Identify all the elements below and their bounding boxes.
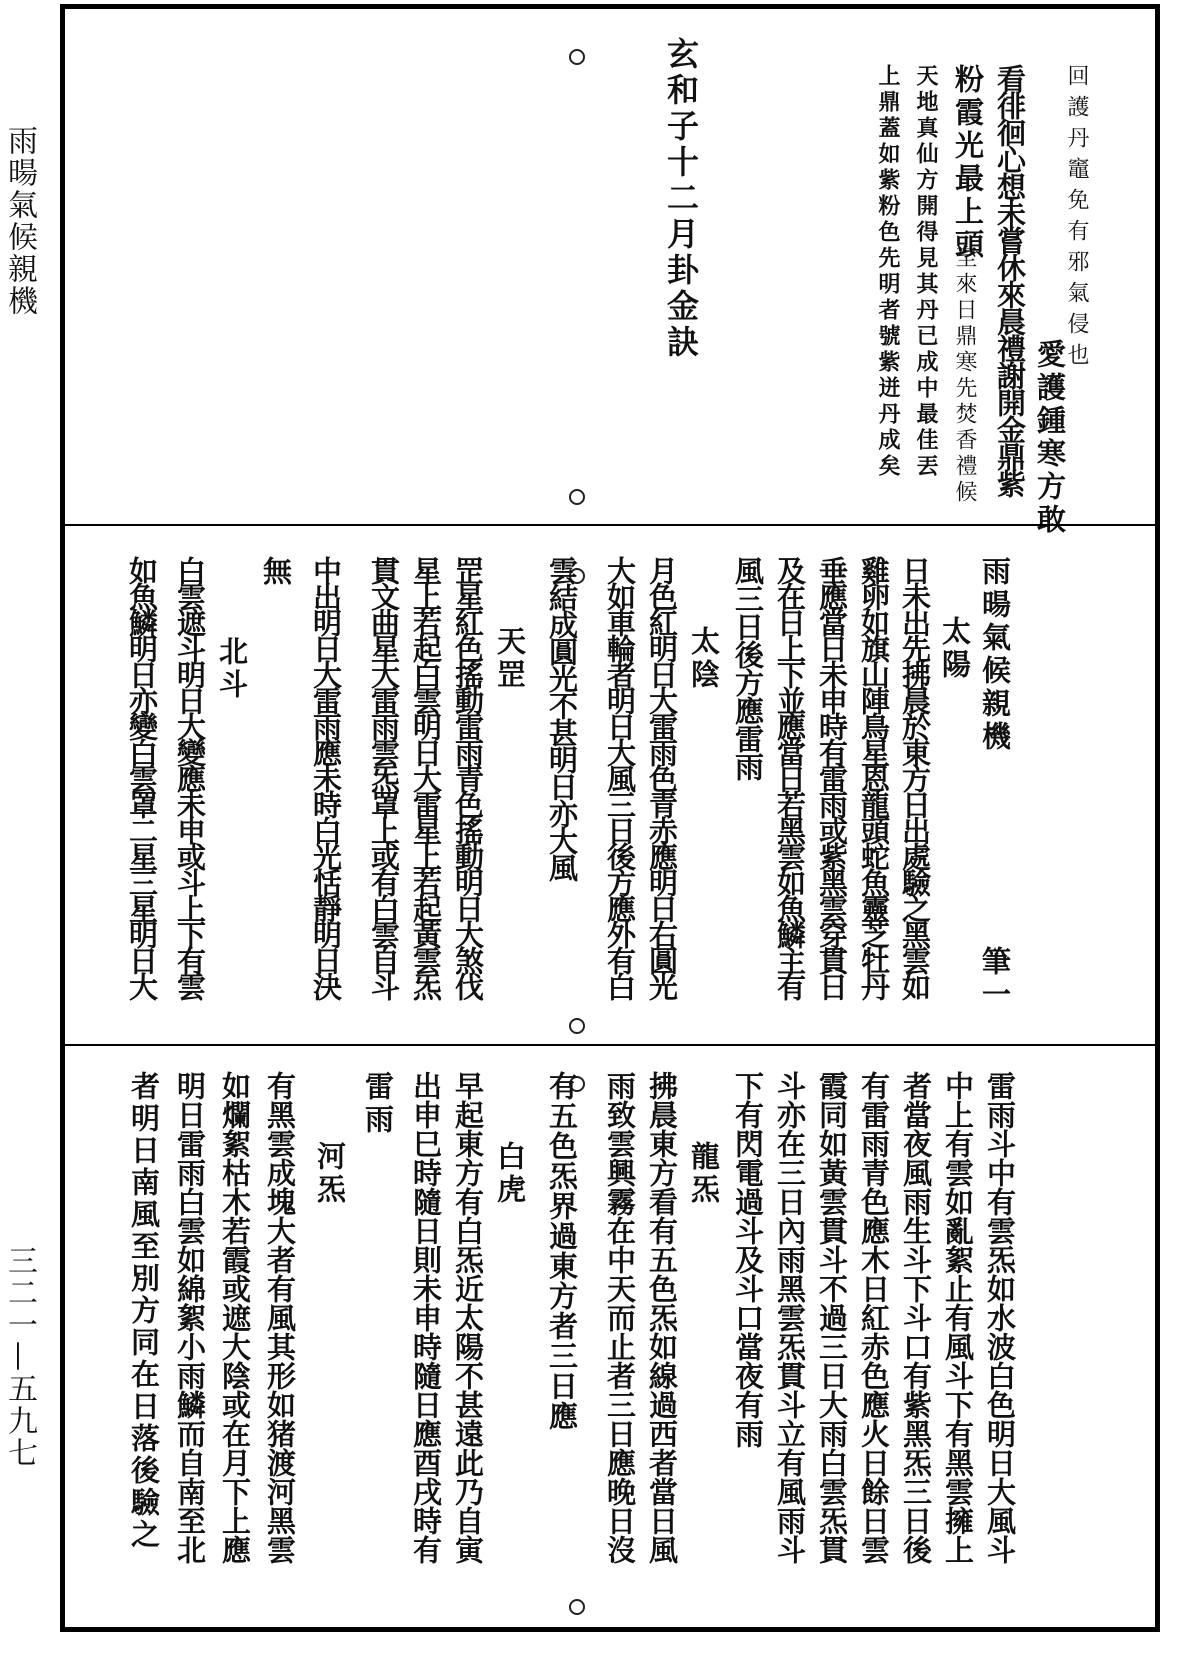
- text-column: 粉霞光最上頭: [951, 64, 985, 262]
- text-column: 者明日南風至別方同在日落後驗之: [127, 1071, 161, 1551]
- top-panel: [65, 9, 1155, 537]
- text-column: 有五色炁界過東方者三日應: [545, 1071, 579, 1431]
- section-title: 玄和子十二月卦金訣: [662, 37, 700, 361]
- text-column: 天地真仙方開得見其丹已成中最佳丟: [913, 64, 939, 480]
- text-column: 大如車輪者明日大風三日後方應外有白: [603, 556, 637, 998]
- side-page-number: 三二一—五九七: [2, 1245, 37, 1469]
- text-column: 星上若起白雲明日大雷星上若起黃雲炁: [409, 556, 443, 998]
- subheading: 太陰: [687, 626, 721, 692]
- text-column: 日未出先拂晨於東方日出處驗之黑雲如: [898, 556, 932, 998]
- text-column: 貫文曲星大雷雨雲炁罩上或有白雲自斗: [367, 556, 401, 998]
- text-column: 至來日鼎寒先焚香禮候: [952, 246, 977, 506]
- text-column: 看徘徊心想未嘗休來晨禮謝開金鼎紫: [993, 64, 1027, 496]
- text-column: 雷雨: [361, 1071, 395, 1137]
- text-column: 垂應當日未申時有雷雨或紫黑雲穿貫日: [815, 556, 849, 998]
- text-column: 回護丹竈免有邪氣侵也: [1064, 64, 1089, 374]
- text-column: 斗亦在三日內雨黑雲炁貫斗立有風雨斗: [773, 1071, 807, 1564]
- text-column: 霞同如黃雲貫斗不過三日大雨白雲炁貫: [815, 1071, 849, 1564]
- middle-panel: [65, 526, 1155, 1044]
- circle-mark: [569, 1018, 585, 1034]
- text-column: 雷雨斗中有雲炁如水波白色明日大風斗: [983, 1071, 1017, 1564]
- subheading: 龍炁: [687, 1141, 721, 1207]
- page-frame: [60, 4, 1160, 1632]
- chapter-marker: 筆一: [978, 946, 1012, 1012]
- text-column: 拂晨東方看有五色炁如線過西者當日風: [645, 1071, 679, 1564]
- text-column: 雲結成圓光不甚明日亦大風: [545, 556, 579, 880]
- subheading: 太陽: [938, 616, 972, 682]
- text-column: 有黑雲成塊大者有風其形如猪渡河黑雲: [263, 1071, 297, 1564]
- text-column: 出申巳時隨日則未申時隨日應酉戌時有: [409, 1071, 443, 1564]
- text-column: 月色紅明日大雷雨色青赤應明日右圓光: [645, 556, 679, 998]
- circle-mark: [569, 1599, 585, 1615]
- text-column: 中出明日大雷雨應未時白光恬靜明日決: [309, 556, 343, 998]
- text-column: 者當夜風雨生斗下斗口有紫黑炁三日後: [899, 1071, 933, 1564]
- text-column: 無: [259, 556, 293, 589]
- text-column: 罡星紅色搖動雷雨青色搖動明日大煞伐: [451, 556, 485, 998]
- text-column: 明日雷雨白雲如綿絮小雨鱗而自南至北: [173, 1071, 207, 1564]
- side-book-title: 雨暘氣候親機: [2, 125, 37, 317]
- circle-mark: [569, 49, 585, 65]
- text-column: 雞卵如旗山陣鳥星恩龍頭蛇魚靈芝牡丹: [857, 556, 891, 998]
- text-column: 風三日後方應雷雨: [731, 556, 765, 780]
- text-column: 如魚鱗明日亦變白雲罩二星三星明日大: [125, 556, 159, 998]
- circle-mark: [569, 489, 585, 505]
- text-column: 如爛絮枯木若霞或遮大陰或在月下上應: [218, 1071, 252, 1564]
- text-column: 白雲遮斗明日大變應未申或斗上下有雲: [173, 556, 207, 998]
- subheading: 天罡: [493, 626, 527, 692]
- chapter-title: 雨暘氣候親機: [978, 556, 1012, 754]
- text-column: 有雷雨青色應木日紅赤色應火日餘日雲: [857, 1071, 891, 1564]
- subheading: 河炁: [313, 1141, 347, 1207]
- bottom-panel: [65, 1046, 1155, 1626]
- subheading: 北斗: [215, 636, 249, 702]
- text-column: 雨致雲興霧在中天而止者三日應晚日沒: [603, 1071, 637, 1564]
- text-column: 愛護鍾寒方敢: [1033, 339, 1067, 537]
- text-column: 上鼎蓋如紫粉色先明者號紫迸丹成矣: [875, 64, 901, 480]
- text-column: 下有閃電過斗及斗口當夜有雨: [731, 1071, 765, 1448]
- text-column: 中上有雲如亂絮止有風斗下有黑雲擁上: [941, 1071, 975, 1564]
- subheading: 白虎: [493, 1141, 527, 1207]
- text-column: 早起東方有白炁近太陽不甚遠此乃自寅: [451, 1071, 485, 1564]
- text-column: 及在日上下並應當日若黑雲如魚鱗主有: [773, 556, 807, 998]
